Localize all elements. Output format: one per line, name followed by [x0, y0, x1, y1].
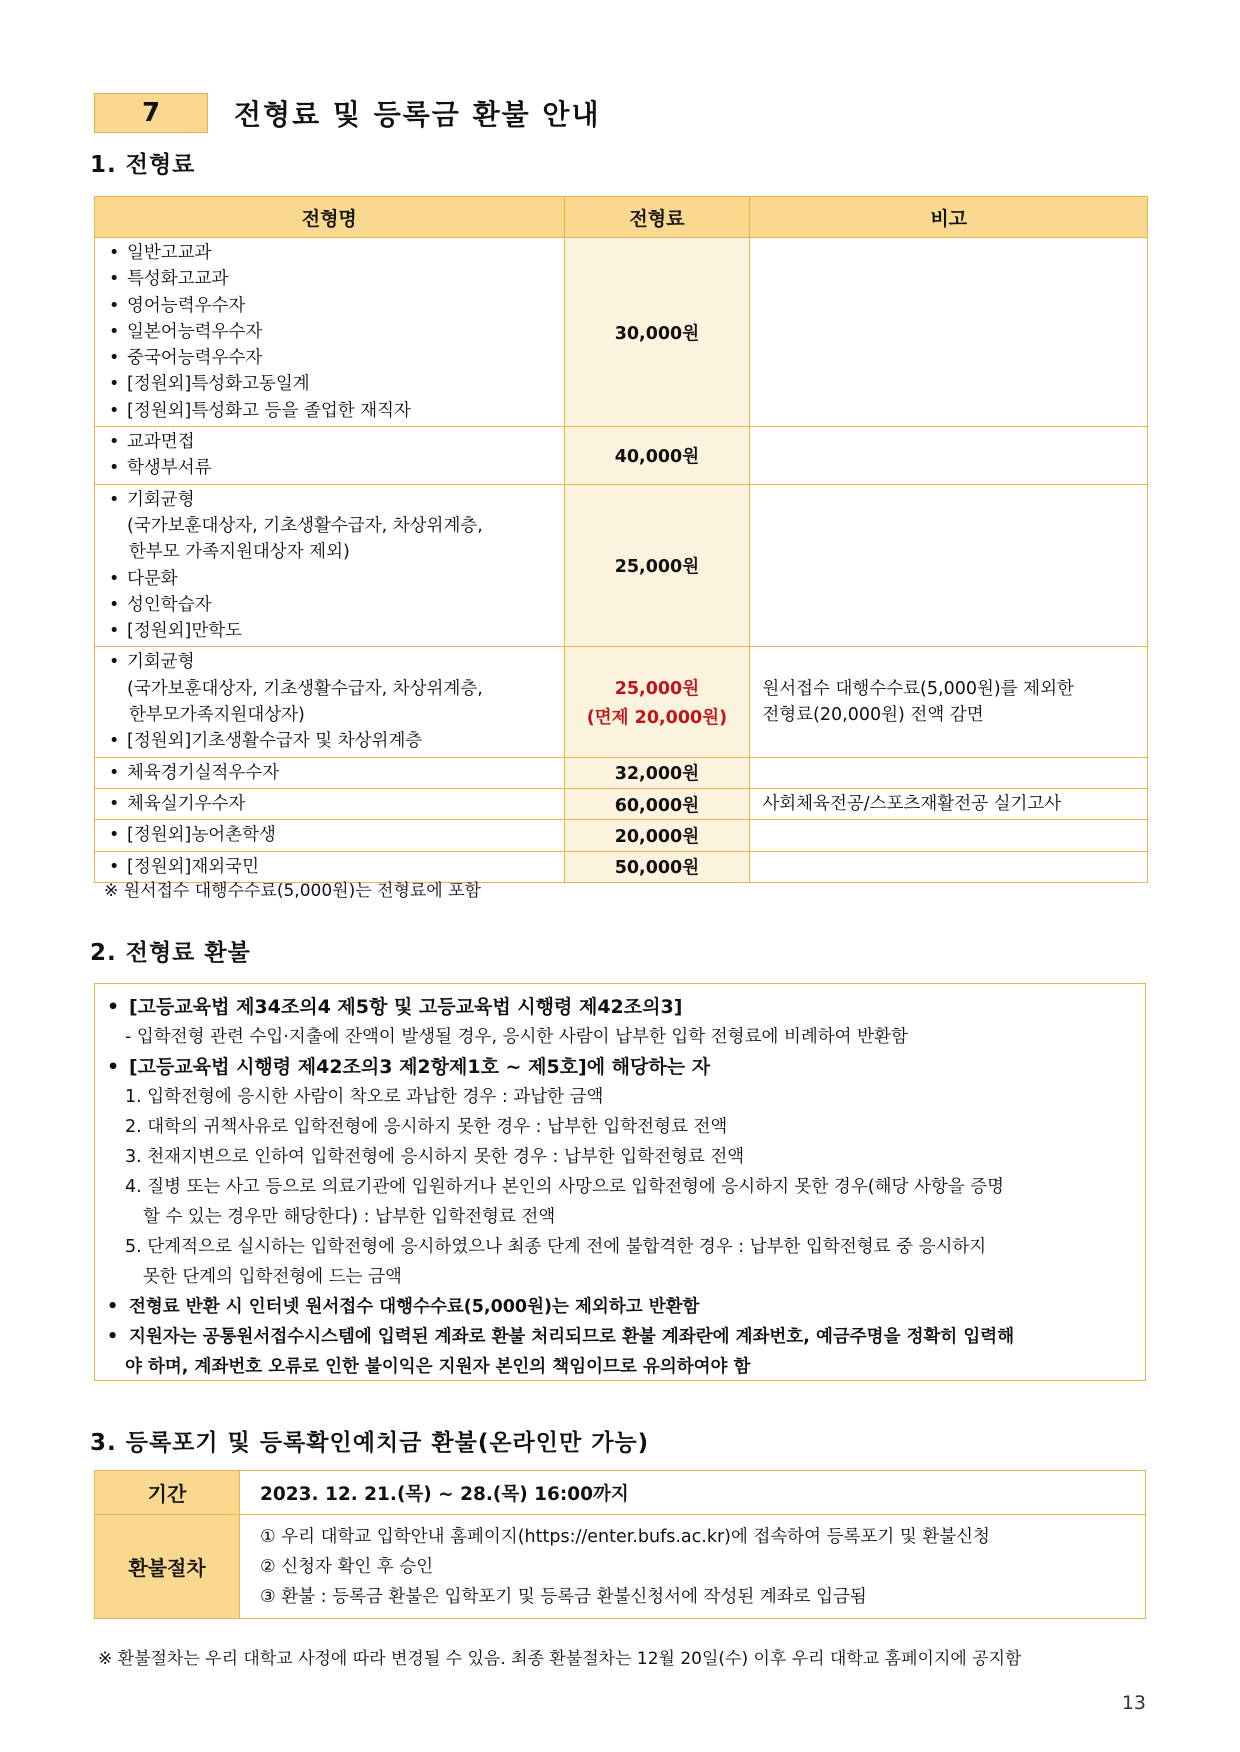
fee-cell: 60,000원 — [564, 788, 750, 819]
table-row — [95, 484, 1148, 647]
period-value: 2023. 12. 21.(목) ~ 28.(목) 16:00까지 — [240, 1471, 1146, 1515]
list-item: • 학생부서류 — [105, 455, 564, 481]
note-cell — [750, 820, 1148, 851]
chapter-title: 전형료 및 등록금 환불 안내 — [234, 98, 601, 131]
list-item: • 성인학습자 — [105, 592, 564, 618]
fee-exemption: (면제 20,000원) — [586, 708, 728, 729]
refund-note: • 전형료 반환 시 인터넷 원서접수 대행수수료(5,000원)는 제외하고 반환함 — [107, 1297, 700, 1317]
note-cell: 사회체육전공/스포츠재활전공 실기고사 — [750, 788, 1148, 819]
refund-note: • 지원자는 공통원서접수시스템에 입력된 계좌로 환불 처리되므로 환불 계좌란에 계좌번호, 예금주명을 정확히 입력해 — [107, 1327, 1015, 1347]
list-item-subtext: (국가보훈대상자, 기초생활수급자, 차상위계층, — [127, 515, 483, 536]
list-item: • [정원외]재외국민 — [105, 854, 564, 880]
list-item: • 체육경기실적우수자 — [105, 760, 564, 786]
table-row — [95, 788, 1148, 819]
list-item: • 교과면접 — [105, 429, 564, 455]
fee-table — [94, 196, 1148, 883]
refund-note-text: 전형료 반환 시 인터넷 원서접수 대행수수료(5,000원)는 제외하고 반환함 — [129, 1297, 700, 1317]
note-line: 전형료(20,000원) 전액 감면 — [762, 705, 984, 726]
note-cell — [750, 757, 1148, 788]
admission-type-cell — [95, 788, 565, 819]
chapter-header — [94, 93, 601, 133]
table-row — [95, 1471, 1146, 1515]
refund-case: 5. 단계적으로 실시하는 입학전형에 응시하였으나 최종 단계 전에 불합격한 경우 : 납부한 입학전형료 중 응시하지 — [125, 1237, 987, 1257]
note-cell — [750, 647, 1148, 757]
section3-heading: 3. 등록포기 및 등록확인예치금 환불(온라인만 가능) — [90, 1430, 650, 1456]
list-item-subtext: (국가보훈대상자, 기초생활수급자, 차상위계층, — [127, 678, 483, 699]
table-row — [95, 1515, 1146, 1619]
fee-cell: 30,000원 — [564, 238, 750, 427]
law-reference-text: [고등교육법 제34조의4 제5항 및 고등교육법 시행령 제42조의3] — [129, 996, 683, 1018]
table-row — [95, 238, 1148, 427]
list-item: • 다문화 — [105, 566, 564, 592]
column-header: 전형료 — [564, 197, 750, 238]
fee-cell: 20,000원 — [564, 820, 750, 851]
column-header: 전형명 — [95, 197, 565, 238]
note-cell — [750, 427, 1148, 485]
note-line: 원서접수 대행수수료(5,000원)를 제외한 — [762, 679, 1074, 700]
list-item: • [정원외]특성화고 등을 졸업한 재직자 — [105, 398, 564, 424]
law-reference-1: • [고등교육법 제34조의4 제5항 및 고등교육법 시행령 제42조의3] — [107, 996, 683, 1018]
admission-type-cell — [95, 820, 565, 851]
procedure-step: ③ 환불 : 등록금 환불은 입학포기 및 등록금 환불신청서에 작성된 계좌로 입금됨 — [260, 1586, 867, 1607]
list-item-text: 기회균형 — [127, 489, 195, 510]
list-item: • 일반고교과 — [105, 240, 564, 266]
column-header: 비고 — [750, 197, 1148, 238]
procedure-label: 환불절차 — [95, 1515, 240, 1619]
list-item-subtext: 한부모가족지원대상자) — [129, 705, 305, 726]
refund-case: 4. 질병 또는 사고 등으로 의료기관에 입원하거나 본인의 사망으로 입학전형에 응시하지 못한 경우(해당 사항을 증명 — [125, 1177, 1005, 1197]
section2-heading: 2. 전형료 환불 — [90, 940, 251, 966]
fee-cell: 32,000원 — [564, 757, 750, 788]
fee-cell: 50,000원 — [564, 851, 750, 882]
refund-case-continued: 할 수 있는 경우만 해당한다) : 납부한 입학전형료 전액 — [143, 1207, 556, 1227]
page-number: 13 — [1121, 1692, 1146, 1714]
note-cell — [750, 484, 1148, 647]
refund-case: 3. 천재지변으로 인하여 입학전형에 응시하지 못한 경우 : 납부한 입학전형료 전액 — [125, 1147, 745, 1167]
note-cell — [750, 851, 1148, 882]
table-row — [95, 427, 1148, 485]
list-item-text: 기회균형 — [127, 652, 195, 673]
fee-table-header — [95, 197, 1148, 238]
table-row — [95, 647, 1148, 757]
section1-heading: 1. 전형료 — [90, 152, 196, 178]
list-item: • [정원외]기초생활수급자 및 차상위계층 — [105, 728, 564, 754]
admission-type-cell — [95, 484, 565, 647]
refund-case-continued: 못한 단계의 입학전형에 드는 금액 — [143, 1267, 402, 1287]
fee-amount: 25,000원 — [614, 679, 700, 700]
fee-cell: 40,000원 — [564, 427, 750, 485]
list-item: • 영어능력우수자 — [105, 293, 564, 319]
refund-note-text: 지원자는 공통원서접수시스템에 입력된 계좌로 환불 처리되므로 환불 계좌란에 계좌번호, 예금주명을 정확히 입력해 — [129, 1327, 1015, 1347]
refund-box — [94, 983, 1146, 1381]
list-item: • [정원외]만학도 — [105, 618, 564, 644]
note-cell — [750, 238, 1148, 427]
refund-note-continued: 야 하며, 계좌번호 오류로 인한 불이익은 지원자 본인의 책임이므로 유의하여야 함 — [125, 1357, 751, 1377]
list-item — [105, 487, 564, 566]
fee-cell — [564, 647, 750, 757]
admission-type-cell — [95, 757, 565, 788]
procedure-steps — [240, 1515, 1146, 1619]
period-label: 기간 — [95, 1471, 240, 1515]
procedure-step: ① 우리 대학교 입학안내 홈페이지(https://enter.bufs.ac.kr)에 접속하여 등록포기 및 환불신청 — [260, 1526, 990, 1547]
list-item: • [정원외]농어촌학생 — [105, 822, 564, 848]
procedure-step: ② 신청자 확인 후 승인 — [260, 1556, 434, 1577]
chapter-number: 7 — [94, 93, 208, 133]
admission-type-cell — [95, 427, 565, 485]
admission-type-cell — [95, 647, 565, 757]
refund-schedule-table — [94, 1470, 1146, 1619]
list-item-subtext: 한부모 가족지원대상자 제외) — [129, 542, 350, 563]
fee-footnote: ※ 원서접수 대행수수료(5,000원)는 전형료에 포함 — [104, 881, 481, 901]
table-row — [95, 757, 1148, 788]
law-description: - 입학전형 관련 수입·지출에 잔액이 발생될 경우, 응시한 사람이 납부한 입학 전형료에 비례하여 반환함 — [125, 1027, 908, 1047]
refund-case: 1. 입학전형에 응시한 사람이 착오로 과납한 경우 : 과납한 금액 — [125, 1087, 604, 1107]
list-item: • 중국어능력우수자 — [105, 345, 564, 371]
law-reference-2: • [고등교육법 시행령 제42조의3 제2항제1호 ~ 제5호]에 해당하는 자 — [107, 1056, 711, 1078]
list-item: • [정원외]특성화고동일계 — [105, 371, 564, 397]
list-item — [105, 649, 564, 728]
fee-cell: 25,000원 — [564, 484, 750, 647]
refund-case: 2. 대학의 귀책사유로 입학전형에 응시하지 못한 경우 : 납부한 입학전형료 전액 — [125, 1117, 728, 1137]
admission-type-cell — [95, 238, 565, 427]
table-row — [95, 820, 1148, 851]
law-reference-text: [고등교육법 시행령 제42조의3 제2항제1호 ~ 제5호]에 해당하는 자 — [129, 1056, 711, 1078]
list-item: • 특성화고교과 — [105, 266, 564, 292]
procedure-footnote: ※ 환불절차는 우리 대학교 사정에 따라 변경될 수 있음. 최종 환불절차는 12월 20일(수) 이후 우리 대학교 홈페이지에 공지함 — [98, 1649, 1022, 1669]
list-item: • 일본어능력우수자 — [105, 319, 564, 345]
list-item: • 체육실기우수자 — [105, 791, 564, 817]
